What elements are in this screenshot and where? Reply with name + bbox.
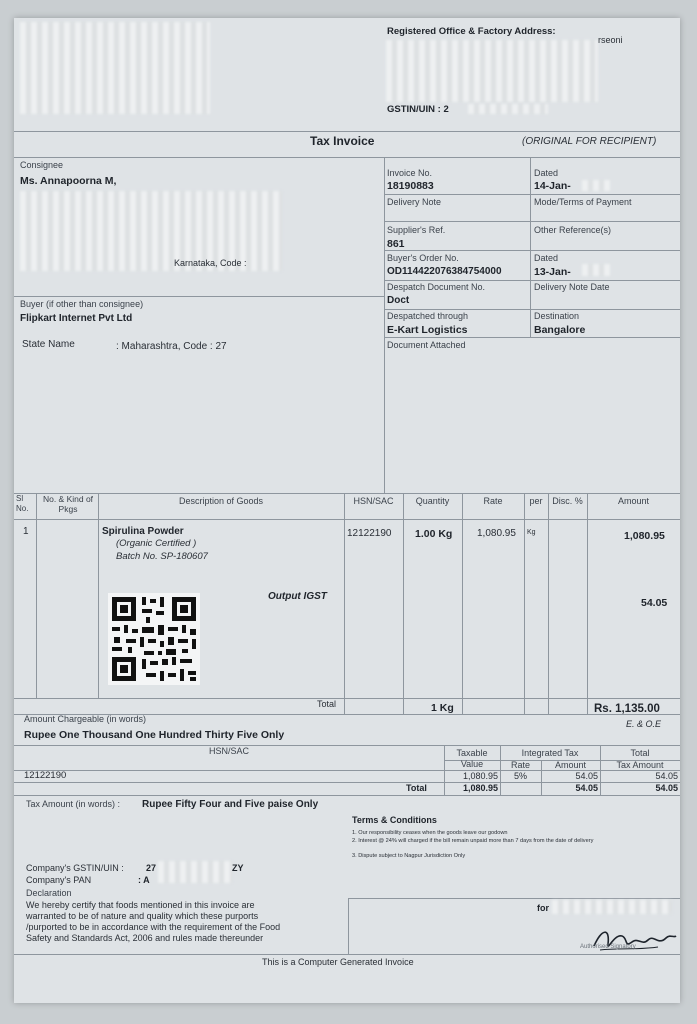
tax-words-value: Rupee Fifty Four and Five paise Only	[142, 799, 319, 810]
document-attached-label: Document Attached	[387, 340, 466, 350]
office-address-redacted	[386, 40, 598, 102]
supplier-ref-value: 861	[387, 238, 405, 250]
item-subtitle: (Organic Certified )	[116, 538, 197, 549]
company-name-redacted	[552, 900, 672, 914]
tax-row-taxable: 1,080.95	[462, 771, 498, 781]
col-per: per	[529, 496, 543, 506]
document-title: Tax Invoice	[310, 134, 375, 148]
invoice-no-value: 18190883	[387, 180, 434, 192]
item-per: Kg	[527, 529, 536, 536]
despatch-doc-label: Despatch Document No.	[387, 282, 486, 292]
tax-table-amount-header: Amount	[554, 760, 587, 770]
col-quantity: Quantity	[415, 496, 450, 506]
col-rate: Rate	[483, 496, 503, 506]
order-dated-label: Dated	[534, 253, 559, 263]
company-pan-prefix: : A	[138, 875, 150, 885]
authorised-signatory: Authorised Signatory	[580, 944, 636, 950]
signature	[588, 922, 680, 958]
office-city-fragment: rseoni	[598, 35, 623, 45]
col-disc: Disc. %	[552, 496, 583, 506]
original-for-recipient: (ORIGINAL FOR RECIPIENT)	[522, 136, 657, 147]
consignee-name: Ms. Annapoorna M,	[20, 175, 117, 187]
dated-label: Dated	[534, 168, 559, 178]
dated-value: 14-Jan-	[534, 180, 571, 192]
buyer-order-label: Buyer's Order No.	[387, 253, 459, 263]
tax-row-total: 54.05	[655, 771, 678, 781]
delivery-note-label: Delivery Note	[387, 197, 442, 207]
supplier-ref-label: Supplier's Ref.	[387, 225, 446, 235]
mode-terms-label: Mode/Terms of Payment	[534, 197, 632, 207]
tax-footer-total: 54.05	[655, 783, 678, 793]
item-rate: 1,080.95	[477, 528, 516, 539]
terms-item-1: 1. Our responsibility ceases when the goods leave our godown	[352, 830, 508, 836]
eoe-label: E. & O.E	[626, 719, 662, 729]
seller-address-redacted	[20, 22, 210, 114]
dated-year-redacted	[582, 180, 610, 191]
company-gstin-suffix: ZY	[232, 863, 244, 873]
buyer-name: Flipkart Internet Pvt Ltd	[20, 313, 133, 324]
company-gstin-redacted	[158, 861, 232, 883]
invoice-no-label: Invoice No.	[387, 168, 433, 178]
declaration-line-2: warranted to be of nature and quality which these purports	[26, 911, 259, 921]
declaration-label: Declaration	[26, 888, 72, 898]
col-sl: Sl No.	[16, 494, 29, 513]
state-name-label: State Name	[22, 339, 75, 350]
buyer-order-value: OD114422076384754000	[387, 266, 502, 277]
consignee-address-fragment: Karnataka, Code :	[174, 258, 247, 268]
amount-words-value: Rupee One Thousand One Hundred Thirty Five Only	[24, 729, 285, 741]
tax-table-integrated-header: Integrated Tax	[521, 748, 579, 758]
declaration-line-1: We hereby certify that foods mentioned in this invoice are	[26, 900, 255, 910]
company-gstin-label: Company's GSTIN/UIN :	[26, 863, 124, 873]
buyer-label: Buyer (if other than consignee)	[20, 299, 144, 309]
tax-table-rate-header: Rate	[510, 760, 530, 770]
invoice-page	[14, 18, 680, 1003]
item-batch: Batch No. SP-180607	[116, 551, 208, 562]
tax-amount: 54.05	[641, 597, 668, 609]
item-hsn: 12122190	[347, 528, 392, 539]
company-gstin-prefix: 27	[146, 863, 157, 873]
declaration-line-3: /purported to be in accordance with the requirement of the Food	[26, 922, 281, 932]
tax-footer-amount: 54.05	[575, 783, 598, 793]
gstin-redacted	[468, 104, 548, 114]
total-quantity: 1 Kg	[431, 702, 454, 714]
col-amount: Amount	[617, 496, 650, 506]
despatched-through-value: E-Kart Logistics	[387, 324, 468, 336]
state-name-value: : Maharashtra, Code : 27	[116, 341, 227, 352]
item-sl: 1	[23, 526, 29, 537]
terms-item-3: 3. Dispute subject to Nagpur Jurisdiction Only	[352, 853, 466, 859]
destination-label: Destination	[534, 311, 580, 321]
col-kind: No. & Kind of Pkgs	[42, 494, 94, 514]
item-name: Spirulina Powder	[102, 526, 184, 537]
terms-title: Terms & Conditions	[352, 815, 437, 825]
tax-row-hsn: 12122190	[24, 770, 67, 781]
tax-table-value-header: Value	[460, 759, 484, 769]
order-dated-value: 13-Jan-	[534, 266, 571, 278]
amount-words-label: Amount Chargeable (in words)	[24, 714, 147, 724]
gstin-label: GSTIN/UIN : 2	[387, 104, 449, 115]
delivery-note-date-label: Delivery Note Date	[534, 282, 610, 292]
col-hsn: HSN/SAC	[353, 496, 394, 506]
item-quantity: 1.00 Kg	[415, 528, 453, 540]
item-amount: 1,080.95	[624, 530, 665, 542]
destination-value: Bangalore	[534, 324, 586, 336]
consignee-label: Consignee	[20, 160, 64, 170]
declaration-line-4: Safety and Standards Act, 2006 and rules made thereunder	[26, 933, 264, 943]
tax-row-rate: 5%	[513, 771, 527, 781]
tax-words-label: Tax Amount (in words) :	[26, 799, 121, 809]
tax-label: Output IGST	[268, 591, 327, 602]
tax-table-taxable-header: Taxable	[456, 748, 488, 758]
terms-item-2: 2. Interest @ 24% will charged if the bill remain unpaid more than 7 days from the date of delivery	[352, 838, 594, 844]
tax-table-hsn-header: HSN/SAC	[208, 746, 249, 756]
despatch-doc-value: Doct	[387, 295, 410, 306]
tax-footer-label: Total	[406, 783, 427, 793]
office-address-label: Registered Office & Factory Address:	[387, 26, 556, 37]
order-year-redacted	[582, 264, 610, 276]
other-reference-label: Other Reference(s)	[534, 225, 612, 235]
total-label: Total	[317, 699, 337, 709]
for-label: for	[537, 903, 549, 913]
tax-table-total-header: Total	[630, 748, 650, 758]
qr-code	[108, 593, 200, 685]
company-pan-label: Company's PAN	[26, 875, 92, 885]
col-description: Description of Goods	[178, 496, 264, 506]
tax-row-amount: 54.05	[575, 771, 598, 781]
tax-table-tax-amount-header: Tax Amount	[616, 760, 664, 770]
despatched-through-label: Despatched through	[387, 311, 469, 321]
total-amount: Rs. 1,135.00	[594, 703, 660, 715]
computer-generated-note: This is a Computer Generated Invoice	[262, 957, 414, 967]
tax-footer-taxable: 1,080.95	[462, 783, 498, 793]
